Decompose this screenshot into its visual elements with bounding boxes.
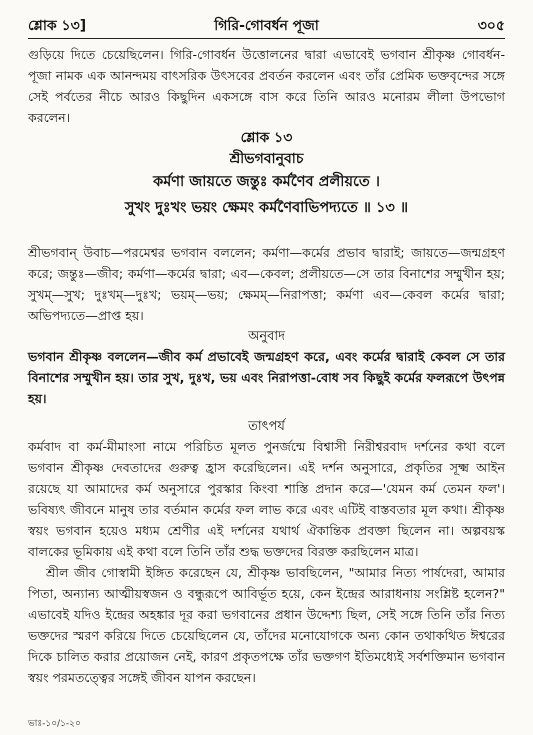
verse-number: শ্লোক ১৩ bbox=[240, 130, 293, 146]
header-chapter-title: গিরি-গোবর্ধন পূজা bbox=[214, 18, 319, 34]
verse-line-1: কর্মণা জায়তে জন্তুঃ কর্মণৈব প্রলীয়তে । bbox=[153, 174, 380, 190]
verse-line-2: সুখং দুঃখং ভয়ং ক্ষেমং কর্মণৈবাভিপদ্যতে ॥ ১৩ ॥ bbox=[124, 200, 409, 216]
translation-text: ভগবান শ্রীকৃষ্ণ বললেন—জীব কর্ম প্রভাবেই জন্মগ্রহণ করে, এবং কর্মের দ্বারাই কেবল সে তার বিনাশের সম্মুখীন হয়। তার সুখ, দুঃখ, ভয় এবং নিরাপত্তা-বোধ সব কিছুই কর্মের ফলরূপে উৎপন্ন হয়। bbox=[28, 349, 505, 406]
purport-section bbox=[28, 416, 505, 712]
purport-paragraph-1: কর্মবাদ বা কর্ম-মীমাংসা নামে পরিচিত মূলত পুনর্জন্মে বিশ্বাসী নিরীশ্বরবাদ দর্শনের কথা বলে ভগবান শ্রীকৃষ্ণ দেবতাদের গুরুত্ব হ্রাস করেছিলেন। এই দর্শন অনুসারে, প্রকৃতির সূক্ষ্ম আইন রয়েছে যা আমাদের কর্ম অনুসারে পুরস্কার কিংবা শাস্তি প্রদান করে—'যেমন কর্ম তেমন ফল'। ভবিষ্যৎ জীবনে মানুষ তার বর্তমান কর্মের ফল লাভ করে এবং এটিই বাস্তবতার মূল কথা। শ্রীকৃষ্ণ স্বয়ং ভগবান হয়েও মধ্যম শ্রেণীর এই দর্শনের যথার্থ ঐকান্তিক প্রবক্তা ছিলেন না। অল্পবয়স্ক বালকের ভূমিকায় এই কথা বলে তিনি তাঁর শুদ্ধ ভক্তদের বিরক্ত করছিলেন মাত্র। bbox=[28, 439, 505, 559]
purport-heading: তাৎপর্য bbox=[248, 419, 285, 434]
header-verse-ref: শ্লোক ১৩] bbox=[28, 18, 87, 34]
signature-mark: ভাঃ-১০/১-২০ bbox=[28, 719, 81, 729]
synonyms: শ্রীভগবান্ উবাচ—পরমেশ্বর ভগবান বললেন; কর্মণা—কর্মের প্রভাব দ্বারাই; জায়তে—জন্মগ্রহণ করে; জন্তুঃ—জীব; কর্মণা—কর্মের দ্বারা; এব—কেবল; প্রলীয়তে—সে তার বিনাশের সম্মুখীন হয়; সুখম্—সুখ; দুঃখম্—দুঃখ; ভয়ম্—ভয়; ক্ষেমম্—নিরাপত্তা; কর্মণা এব—কেবল কর্মের দ্বারা; অভিপদ্যতে—প্রাপ্ত হয়। bbox=[28, 245, 505, 323]
verse-speaker: শ্রীভগবানুবাচ bbox=[229, 151, 304, 167]
header-page-number: ৩০৫ bbox=[477, 18, 505, 34]
intro-paragraph: গুড়িয়ে দিতে চেয়েছিলেন। গিরি-গোবর্ধন উত্তোলনের দ্বারা এভাবেই ভগবান শ্রীকৃষ্ণ গোবর্ধন-পূজা নামক এক আনন্দময় বাৎসরিক উৎসবের প্রবর্তন করলেন এবং তাঁর প্রেমিক ভক্তবৃন্দের সঙ্গে সেই পর্বতের নীচে আরও কিছুদিন একসঙ্গে বাস করে তিনি আরও মনোরম লীলা উপভোগ করলেন। bbox=[28, 47, 505, 125]
running-header bbox=[28, 14, 505, 36]
header-rule bbox=[28, 38, 505, 39]
verse-block bbox=[28, 128, 505, 238]
purport-paragraph-2: শ্রীল জীব গোস্বামী ইঙ্গিত করেছেন যে, শ্রীকৃষ্ণ ভাবছিলেন, "আমার নিত্য পার্ষদেরা, আমার পিতা, অন্যান্য আত্মীয়স্বজন ও বন্ধুরূপে আবির্ভূত হয়ে, কেন ইন্দ্রের আরাধনায় সংশ্লিষ্ট হলেন?" এভাবেই যদিও ইন্দ্রের অহঙ্কার দূর করা ভগবানের প্রধান উদ্দেশ্য ছিল, সেই সঙ্গে তিনি তাঁর নিত্য ভক্তদের স্মরণ করিয়ে দিতে চেয়েছিলেন যে, তাঁদের মনোযোগকে অন্য কোন তথাকথিত ঈশ্বরের দিকে চালিত করার প্রয়োজন নেই, কারণ প্রকৃতপক্ষে তাঁর ভক্তগণ ইতিমধ্যেই সর্বশক্তিমান ভগবান স্বয়ং পরমতত্ত্বের সঙ্গেই জীবন যাপন করছেন। bbox=[28, 565, 505, 685]
translation-section bbox=[28, 326, 505, 416]
translation-heading: অনুবাদ bbox=[248, 329, 285, 344]
